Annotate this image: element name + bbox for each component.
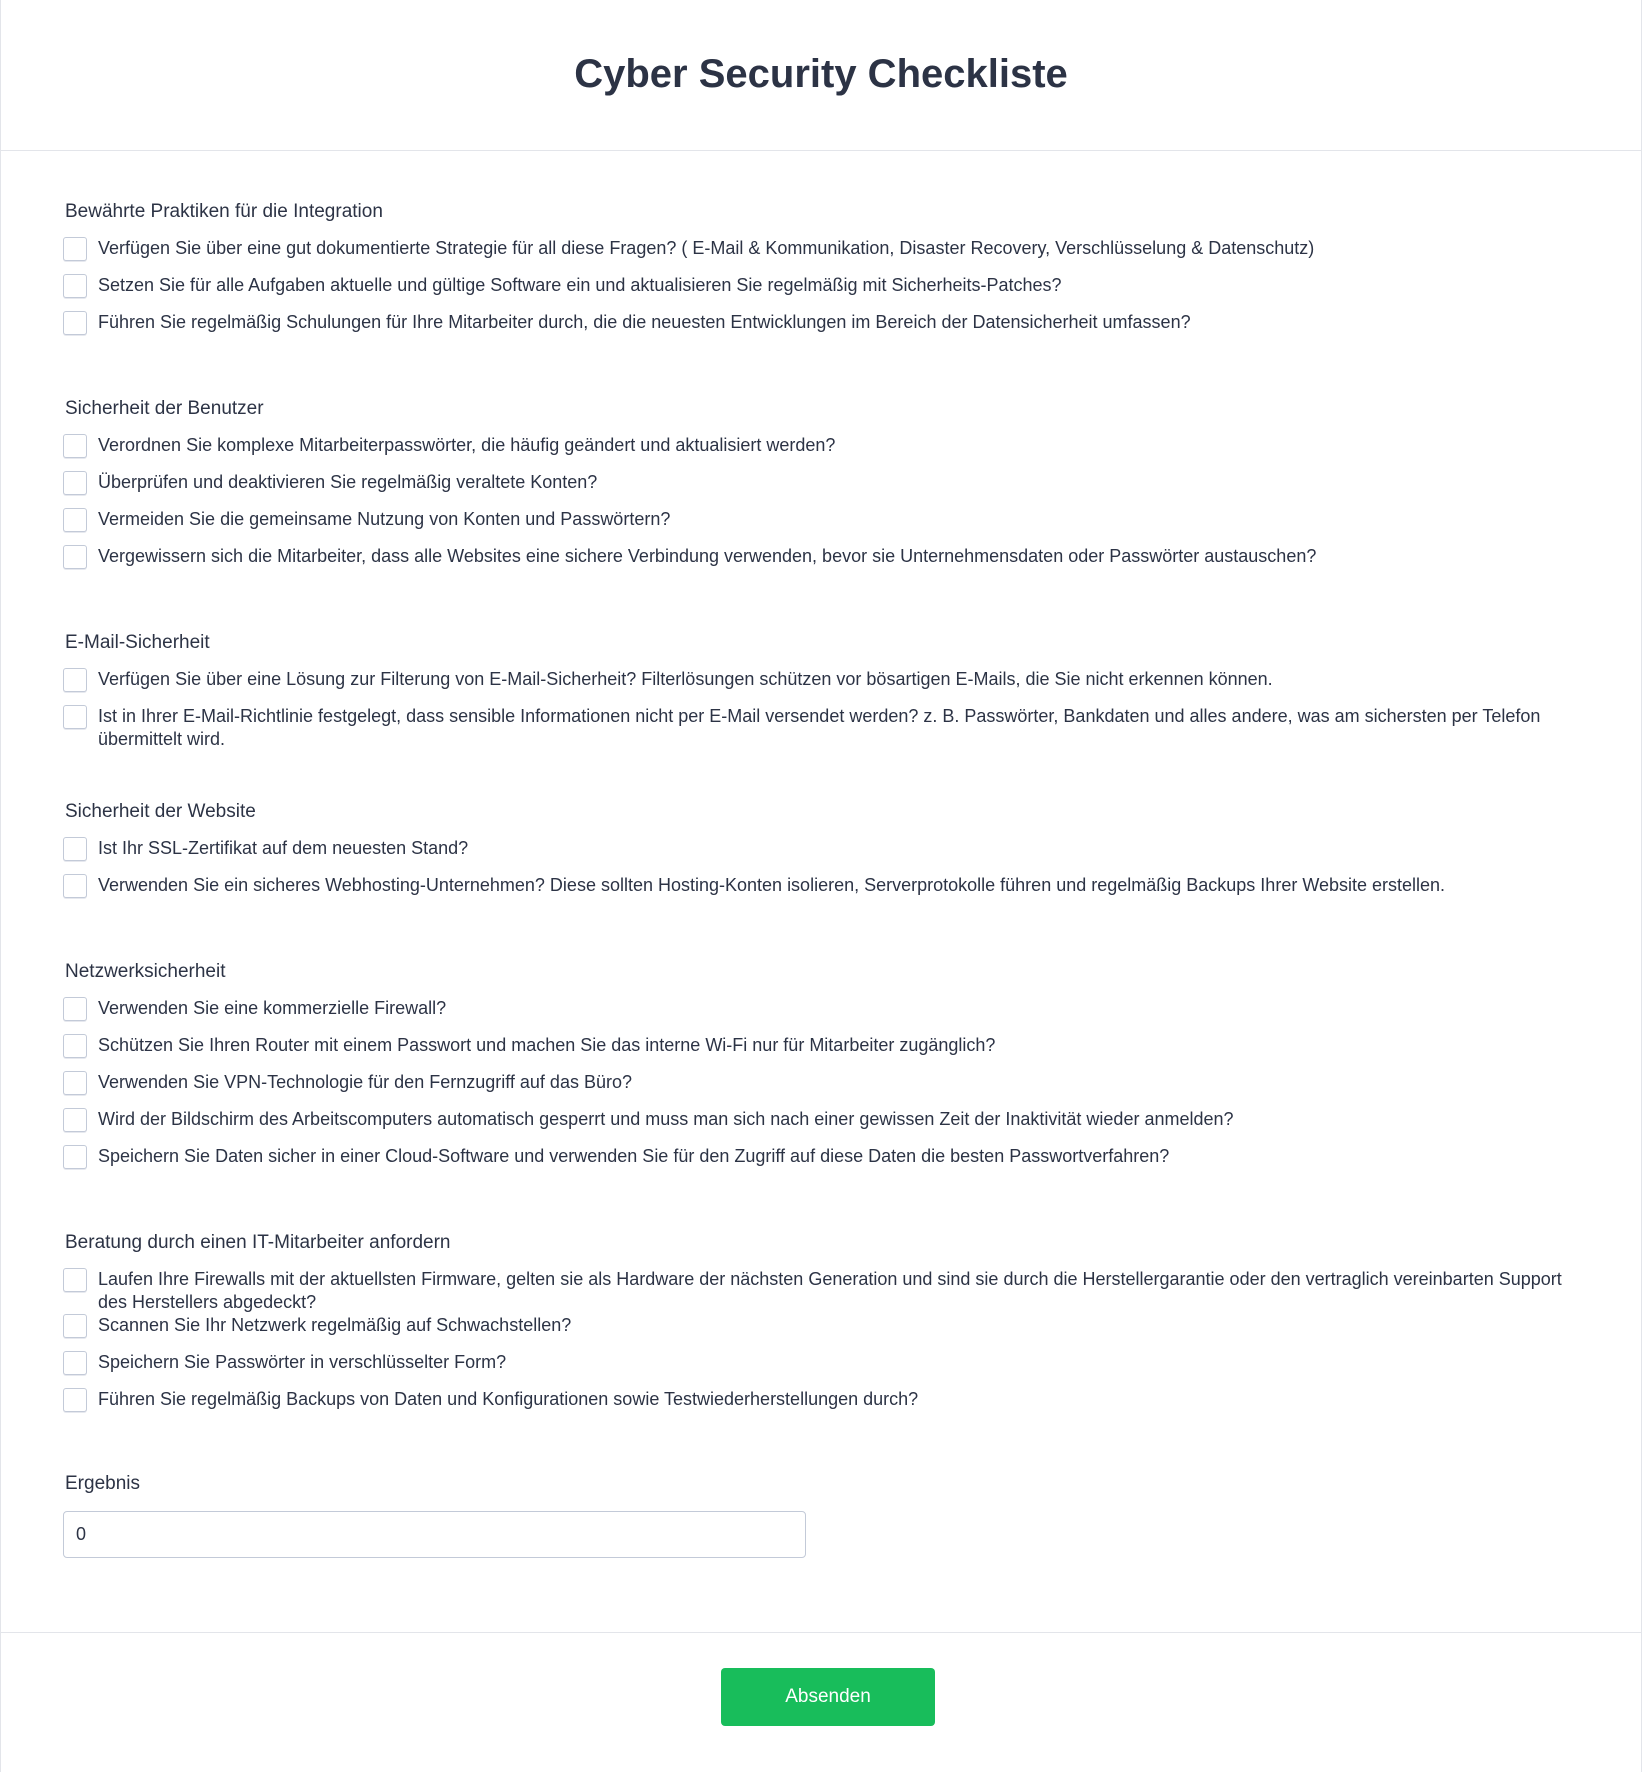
checklist-item-label: Ist in Ihrer E-Mail-Richtlinie festgelegt, dass sensible Informationen nicht per E-Mail versendet werden? z. B. Passwörter, Bankdaten und alles andere, was am sichersten per Telefon übermittelt wird. (98, 706, 1541, 749)
checklist-item[interactable] (63, 1071, 1579, 1108)
checklist-item[interactable] (63, 471, 1579, 508)
checklist-item-label: Setzen Sie für alle Aufgaben aktuelle und gültige Software ein und aktualisieren Sie regelmäßig mit Sicherheits-Patches? (98, 275, 1062, 295)
submit-button[interactable]: Absenden (721, 1668, 935, 1726)
checklist-item-label: Führen Sie regelmäßig Backups von Daten und Konfigurationen sowie Testwiederherstellungen durch? (98, 1389, 919, 1409)
checkbox[interactable] (63, 705, 87, 729)
checkbox[interactable] (63, 274, 87, 298)
checklist-item[interactable] (63, 705, 1579, 751)
checklist-item[interactable] (63, 434, 1579, 471)
checklist-item[interactable] (63, 997, 1579, 1034)
checklist-item[interactable] (63, 274, 1579, 311)
checklist-item-label: Verfügen Sie über eine gut dokumentierte Strategie für all diese Fragen? ( E-Mail & Kommunikation, Disaster Recovery, Verschlüsselung & Datenschutz) (98, 238, 1315, 258)
checklist-item-label: Laufen Ihre Firewalls mit der aktuellsten Firmware, gelten sie als Hardware der nächsten Generation und sind sie durch die Herstellergarantie oder den vertraglich vereinbarten Support des Herstellers abgedeckt? (98, 1269, 1562, 1312)
checklist-item-label: Schützen Sie Ihren Router mit einem Passwort und machen Sie das interne Wi-Fi nur für Mitarbeiter zugänglich? (98, 1035, 996, 1055)
checkbox[interactable] (63, 1388, 87, 1412)
checklist-item-label: Verwenden Sie ein sicheres Webhosting-Unternehmen? Diese sollten Hosting-Konten isolieren, Serverprotokolle führen und regelmäßig Backups Ihrer Website erstellen. (98, 875, 1446, 895)
checklist-item[interactable] (63, 1268, 1579, 1314)
section-heading: Netzwerksicherheit (65, 961, 226, 982)
checkbox[interactable] (63, 1314, 87, 1338)
checklist-item-label: Ist Ihr SSL-Zertifikat auf dem neuesten Stand? (98, 838, 469, 858)
checklist-item[interactable] (63, 837, 1579, 874)
result-label: Ergebnis (65, 1473, 140, 1494)
checkbox[interactable] (63, 1034, 87, 1058)
checklist-item[interactable] (63, 508, 1579, 545)
checklist-item-label: Wird der Bildschirm des Arbeitscomputers automatisch gesperrt und muss man sich nach einer gewissen Zeit der Inaktivität wieder anmelden? (98, 1109, 1234, 1129)
checkbox[interactable] (63, 1145, 87, 1169)
checklist-item[interactable] (63, 545, 1579, 582)
checkbox[interactable] (63, 997, 87, 1021)
checklist-section (63, 396, 1579, 582)
checkbox[interactable] (63, 1108, 87, 1132)
checklist-item[interactable] (63, 1388, 1579, 1425)
checklist-item-label: Überprüfen und deaktivieren Sie regelmäßig veraltete Konten? (98, 472, 598, 492)
checklist-section (63, 799, 1579, 911)
checklist-item[interactable] (63, 1034, 1579, 1071)
checkbox[interactable] (63, 471, 87, 495)
page-title: Cyber Security Checkliste (574, 51, 1068, 96)
checklist-item-label: Verwenden Sie eine kommerzielle Firewall? (98, 998, 447, 1018)
checklist-item[interactable] (63, 1351, 1579, 1388)
section-heading: Sicherheit der Benutzer (65, 398, 264, 419)
result-field (63, 1473, 1579, 1558)
result-input[interactable] (63, 1511, 806, 1558)
checkbox[interactable] (63, 1071, 87, 1095)
checklist-item[interactable] (63, 668, 1579, 705)
checklist-item[interactable] (63, 1145, 1579, 1182)
checklist-item[interactable] (63, 237, 1579, 274)
checkbox[interactable] (63, 668, 87, 692)
checkbox[interactable] (63, 1351, 87, 1375)
checklist-item-label: Führen Sie regelmäßig Schulungen für Ihre Mitarbeiter durch, die die neuesten Entwicklungen im Bereich der Datensicherheit umfassen? (98, 312, 1191, 332)
section-heading: Sicherheit der Website (65, 801, 256, 822)
checklist-section (63, 959, 1579, 1182)
checklist-item-label: Vergewissern sich die Mitarbeiter, dass alle Websites eine sichere Verbindung verwenden, bevor sie Unternehmensdaten oder Passwörter austauschen? (98, 546, 1317, 566)
checklist-item[interactable] (63, 1314, 1579, 1351)
checkbox[interactable] (63, 237, 87, 261)
checklist-item[interactable] (63, 311, 1579, 348)
checkbox[interactable] (63, 837, 87, 861)
checkbox[interactable] (63, 508, 87, 532)
checklist-section (63, 199, 1579, 348)
checklist-section (63, 1230, 1579, 1425)
checkbox[interactable] (63, 874, 87, 898)
checklist-item-label: Verwenden Sie VPN-Technologie für den Fernzugriff auf das Büro? (98, 1072, 632, 1092)
checklist-item[interactable] (63, 1108, 1579, 1145)
checklist-item-label: Speichern Sie Passwörter in verschlüsselter Form? (98, 1352, 507, 1372)
checkbox[interactable] (63, 545, 87, 569)
checkbox[interactable] (63, 434, 87, 458)
section-heading: E-Mail-Sicherheit (65, 632, 210, 653)
checklist-section (63, 630, 1579, 751)
checklist-item-label: Verordnen Sie komplexe Mitarbeiterpasswörter, die häufig geändert und aktualisiert werden? (98, 435, 836, 455)
checkbox[interactable] (63, 311, 87, 335)
section-heading: Beratung durch einen IT-Mitarbeiter anfordern (65, 1232, 451, 1253)
checklist-item-label: Vermeiden Sie die gemeinsame Nutzung von Konten und Passwörtern? (98, 509, 671, 529)
form-footer (1, 1632, 1641, 1773)
checklist-item-label: Speichern Sie Daten sicher in einer Cloud-Software und verwenden Sie für den Zugriff auf diese Daten die besten Passwortverfahren? (98, 1146, 1170, 1166)
form-content (1, 151, 1641, 1558)
form-header (1, 0, 1641, 151)
checklist-item-label: Scannen Sie Ihr Netzwerk regelmäßig auf Schwachstellen? (98, 1315, 572, 1335)
section-heading: Bewährte Praktiken für die Integration (65, 201, 383, 222)
checkbox[interactable] (63, 1268, 87, 1292)
checklist-item[interactable] (63, 874, 1579, 911)
checklist-item-label: Verfügen Sie über eine Lösung zur Filterung von E-Mail-Sicherheit? Filterlösungen schützen vor bösartigen E-Mails, die Sie nicht erkennen können. (98, 669, 1273, 689)
